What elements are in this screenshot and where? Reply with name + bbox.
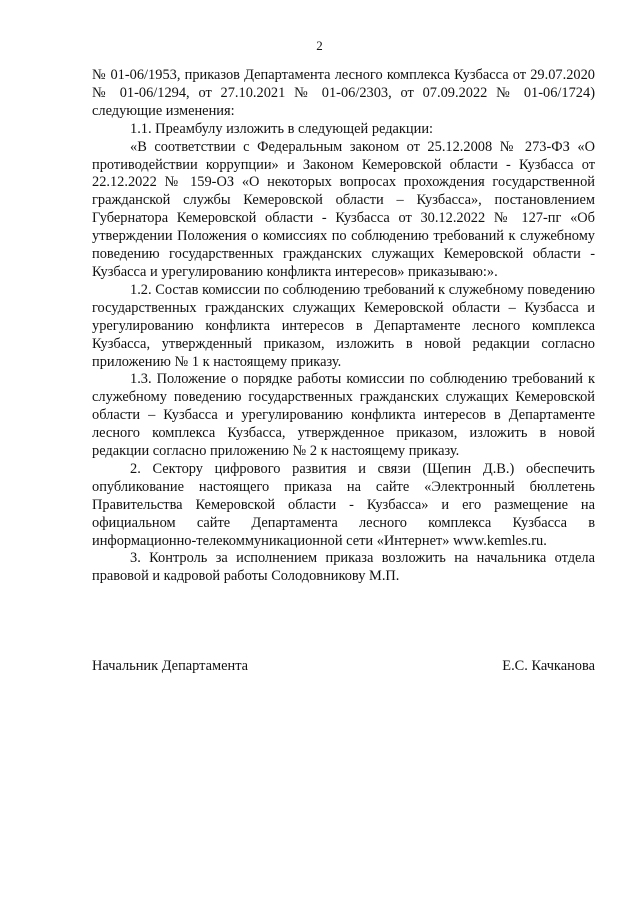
paragraph-continuation: № 01-06/1953, приказов Департамента лесного комплекса Кузбасса от 29.07.2020 № 01-06/1294, от 27.10.2021 № 01-06/2303, от 07.09.2022 № 01-06/1724) следующие изменения: xyxy=(92,67,595,119)
signatory-name: Е.С. Качканова xyxy=(502,658,595,674)
signature-block xyxy=(92,657,595,675)
paragraph-1-1: 1.1. Преамбулу изложить в следующей редакции: xyxy=(130,120,434,137)
page-number: 2 xyxy=(316,38,323,53)
paragraph-1-3: 1.3. Положение о порядке работы комиссии по соблюдению требований к служебному поведению государственных гражданских служащих Кемеровской области – Кузбасса и урегулированию конфликта интересов в Департаменте лесного комплекса Кузбасса, утвержденное приказом, изложить в новой редакции согласно приложению № 2 к настоящему приказу. xyxy=(92,371,595,460)
signatory-position: Начальник Департамента xyxy=(92,658,249,674)
paragraph-3: 3. Контроль за исполнением приказа возложить на начальника отдела правовой и кадровой работы Солодовникову М.П. xyxy=(92,550,595,585)
paragraph-1-2: 1.2. Состав комиссии по соблюдению требований к служебному поведению государственных гражданских служащих Кемеровской области – Кузбасса и урегулированию конфликта интересов в Департаменте лесного комплекса Кузбасса, утвержденный приказом, изложить в новой редакции согласно приложению № 1 к настоящему приказу. xyxy=(92,281,595,370)
document-body xyxy=(92,67,595,586)
paragraph-preamble: «В соответствии с Федеральным законом от 25.12.2008 № 273-ФЗ «О противодействии коррупции» и Законом Кемеровской области - Кузбасса от 22.12.2022 № 159-ОЗ «О некоторых вопросах прохождения государственной гражданской службы Кемеровской области – Кузбасса», постановлением Губернатора Кемеровской области - Кузбасса от 30.12.2022 № 127-пг «Об утверждении Положения о комиссиях по соблюдению требований к служебному поведению государственных гражданских служащих Кемеровской области - Кузбасса и урегулированию конфликта интересов» приказываю:». xyxy=(92,138,595,280)
paragraph-2: 2. Сектору цифрового развития и связи (Щепин Д.В.) обеспечить опубликование настоящего приказа на сайте «Электронный бюллетень Правительства Кемеровской области - Кузбасса» и его размещение на официальном сайте Департамента лесного комплекса Кузбасса в информационно-телекоммуникационной сети «Интернет» www.kemles.ru. xyxy=(92,460,595,549)
